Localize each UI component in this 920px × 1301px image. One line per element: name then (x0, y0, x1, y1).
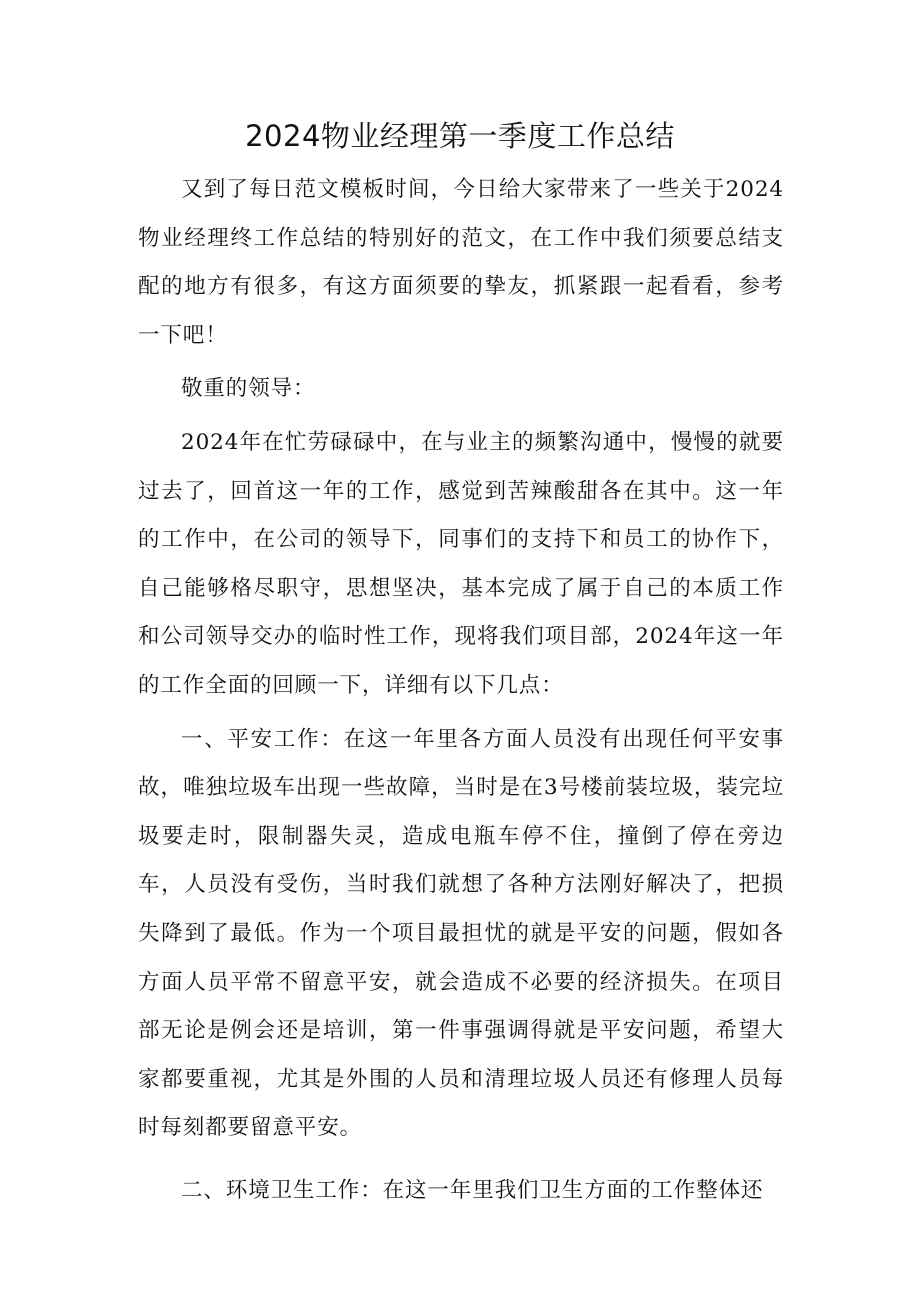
paragraph-intro: 又到了每日范文模板时间，今日给大家带来了一些关于2024物业经理终工作总结的特别好的范文，在工作中我们须要总结支配的地方有很多，有这方面须要的挚友，抓紧跟一起看看，参考一下吧！ (138, 177, 784, 348)
paragraph-salutation: 敬重的领导： (181, 376, 316, 402)
paragraph-environment-work: 二、环境卫生工作：在这一年里我们卫生方面的工作整体还 (181, 1177, 764, 1203)
paragraph-safety-work: 一、平安工作：在这一年里各方面人员没有出现任何平安事故，唯独垃圾车出现一些故障，当时是在3号楼前装垃圾，装完垃圾要走时，限制器失灵，造成电瓶车停不住，撞倒了停在旁边车，人员没有受伤，当时我们就想了各种方法刚好解决了，把损失降到了最低。作为一个项目最担忧的就是平安的问题，假如各方面人员平常不留意平安，就会造成不必要的经济损失。在项目部无论是例会还是培训，第一件事强调得就是平安问题，希望大家都要重视，尤其是外围的人员和清理垃圾人员还有修理人员每时每刻都要留意平安。 (138, 726, 784, 1141)
document-title: 2024物业经理第一季度工作总结 (245, 119, 675, 153)
document-body (138, 166, 784, 1215)
paragraph-overview: 2024年在忙劳碌碌中，在与业主的频繁沟通中，慢慢的就要过去了，回首这一年的工作，感觉到苦辣酸甜各在其中。这一年的工作中，在公司的领导下，同事们的支持下和员工的协作下，自己能够格尽职守，思想坚决，基本完成了属于自己的本质工作和公司领导交办的临时性工作，现将我们项目部，2024年这一年的工作全面的回顾一下，详细有以下几点： (138, 429, 784, 698)
